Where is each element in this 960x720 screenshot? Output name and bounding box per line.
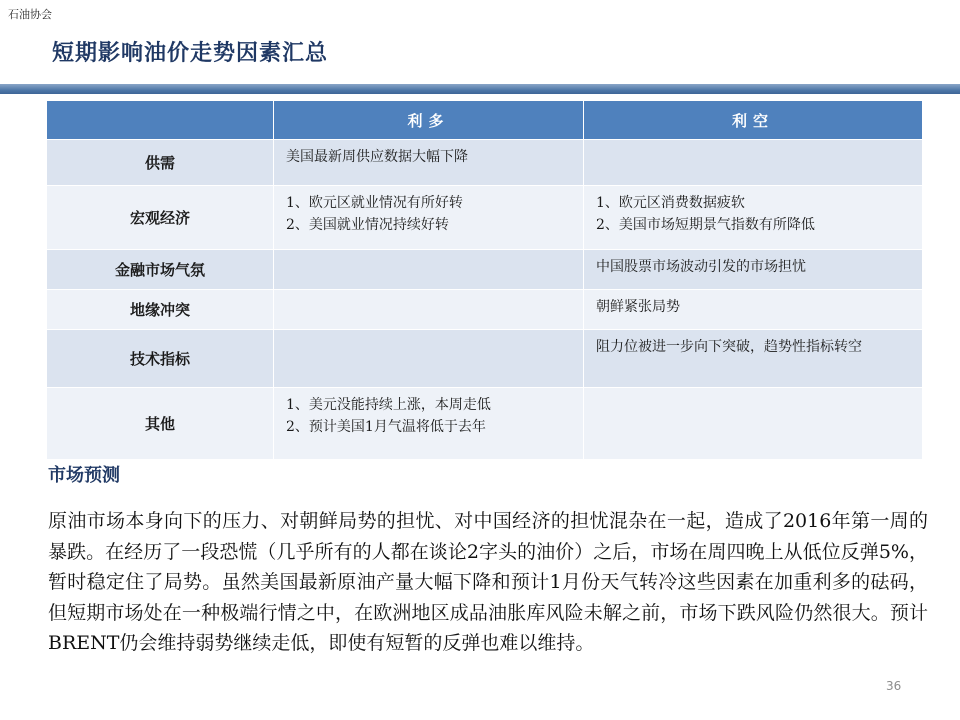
table-row [47, 186, 923, 250]
bearish-cell [584, 186, 923, 250]
cell-line: 1、欧元区消费数据疲软 [596, 195, 745, 211]
bullish-cell [274, 186, 584, 250]
bullish-cell [274, 388, 584, 460]
table-row [47, 250, 923, 290]
factor-label: 技术指标 [47, 330, 274, 388]
forecast-title: 市场预测 [48, 465, 120, 486]
table-row [47, 388, 923, 460]
cell-line: 2、美国就业情况持续好转 [286, 217, 449, 233]
bullish-cell [274, 250, 584, 290]
factor-label: 供需 [47, 140, 274, 186]
bearish-cell [584, 250, 923, 290]
slide-title: 短期影响油价走势因素汇总 [52, 41, 329, 66]
factor-label: 金融市场气氛 [47, 250, 274, 290]
cell-line: 朝鲜紧张局势 [596, 299, 680, 315]
table-row [47, 330, 923, 388]
org-name: 石油协会 [8, 8, 52, 21]
header-bullish-cell: 利多 [274, 101, 584, 140]
bullish-cell [274, 140, 584, 186]
cell-line: 阻力位被进一步向下突破，趋势性指标转空 [596, 339, 862, 355]
bearish-cell [584, 330, 923, 388]
bullish-cell [274, 330, 584, 388]
header-factor-cell [47, 101, 274, 140]
factor-label: 其他 [47, 388, 274, 460]
bearish-cell [584, 388, 923, 460]
page-number: 36 [886, 679, 902, 693]
factor-label: 地缘冲突 [47, 290, 274, 330]
table-row [47, 290, 923, 330]
bearish-cell [584, 290, 923, 330]
factor-label: 宏观经济 [47, 186, 274, 250]
cell-line: 1、欧元区就业情况有所好转 [286, 195, 463, 211]
cell-line: 1、美元没能持续上涨，本周走低 [286, 397, 491, 413]
factor-table [46, 100, 923, 460]
forecast-paragraph: 原油市场本身向下的压力、对朝鲜局势的担忧、对中国经济的担忧混杂在一起，造成了2016年第一周的暴跌。在经历了一段恐慌（几乎所有的人都在谈论2字头的油价）之后，市场在周四晚上从低位反弹5%，暂时稳定住了局势。虽然美国最新原油产量大幅下降和预计1月份天气转冷这些因素在加重利多的砝码，但短期市场处在一种极端行情之中，在欧洲地区成品油胀库风险未解之前，市场下跌风险仍然很大。预计BRENT仍会维持弱势继续走低，即使有短暂的反弹也难以维持。 [48, 510, 928, 654]
cell-line: 2、美国市场短期景气指数有所降低 [596, 217, 815, 233]
bearish-cell [584, 140, 923, 186]
bullish-cell [274, 290, 584, 330]
header-bearish-cell: 利空 [584, 101, 923, 140]
table-row [47, 140, 923, 186]
title-divider-bar [0, 84, 960, 94]
cell-line: 美国最新周供应数据大幅下降 [286, 149, 468, 165]
table-header-row [47, 101, 923, 140]
cell-line: 中国股票市场波动引发的市场担忧 [596, 259, 806, 275]
cell-line: 2、预计美国1月气温将低于去年 [286, 419, 486, 435]
